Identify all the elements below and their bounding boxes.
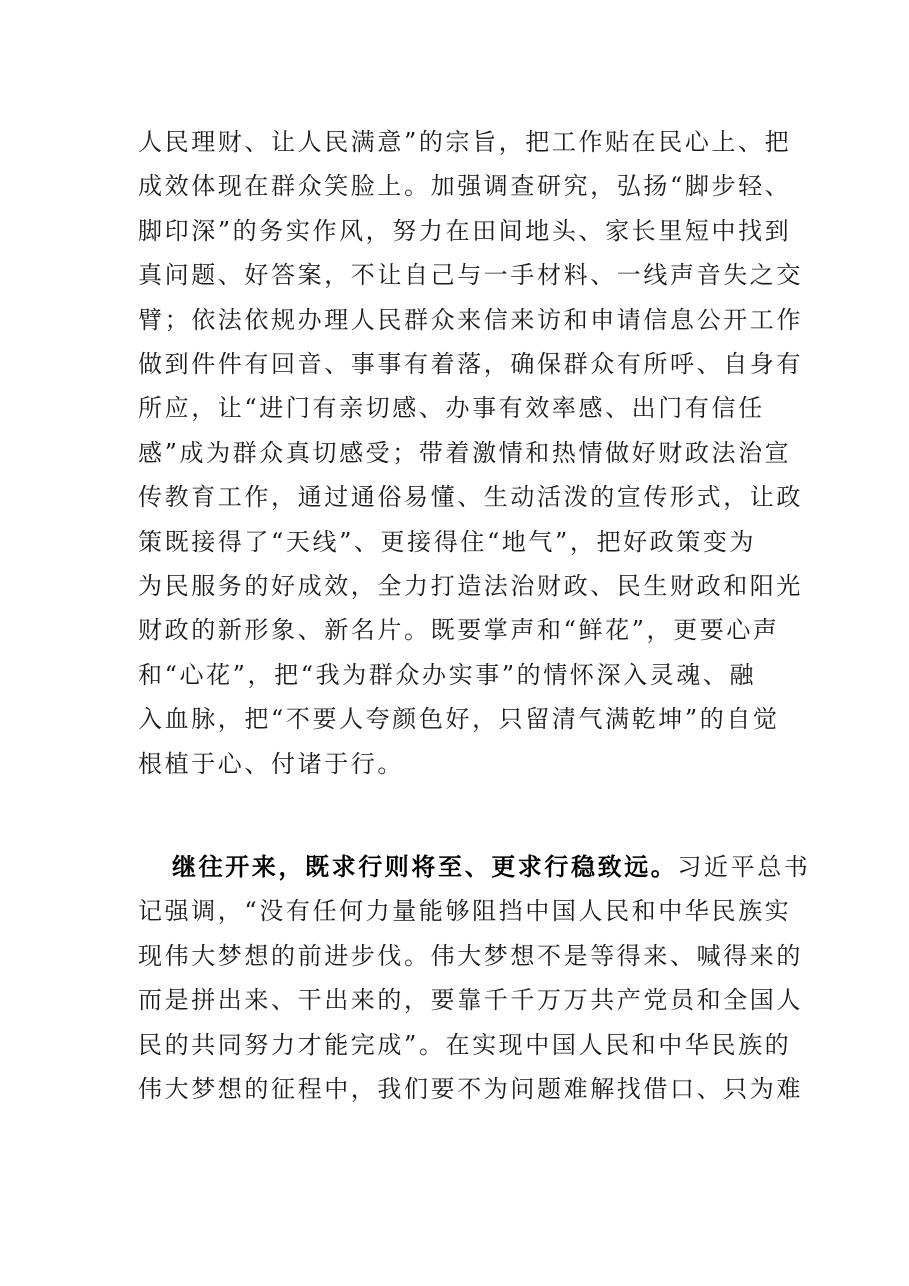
text-line: 人民理财、让人民满意”的宗旨，把工作贴在民心上、把: [138, 128, 792, 156]
text-line: 民的共同努力才能完成”。在实现中国人民和中华民族的: [138, 1030, 792, 1059]
text-line: 成效体现在群众笑脸上。加强调查研究，弘扬“脚步轻、: [138, 172, 792, 201]
text-line: 和“心花”，把“我为群众办实事”的情怀深入灵魂、融: [138, 660, 757, 689]
text-line: 为民服务的好成效，全力打造法治财政、民生财政和阳光: [138, 572, 803, 601]
text-line: 脚印深”的务实作风，努力在田间地头、家长里短中找到: [138, 216, 792, 245]
text-line: 臂；依法依规办理人民群众来信来访和申请信息公开工作: [138, 305, 803, 334]
text-line: 入血脉，把“不要人夸颜色好，只留清气满乾坤”的自觉: [138, 705, 780, 734]
text-line: 财政的新形象、新名片。既要掌声和“鲜花”，更要心声: [138, 616, 780, 645]
paragraph-2: [138, 845, 811, 1111]
text-line: 记强调，“没有任何力量能够阻挡中国人民和中华民族实: [138, 897, 792, 926]
text-line: 真问题、好答案，不让自己与一手材料、一线声音失之交: [138, 261, 803, 290]
text-line: 感”成为群众真切感受；带着激情和热情做好财政法治宣: [138, 438, 792, 467]
text-line: 传教育工作，通过通俗易懂、生动活泼的宣传形式，让政: [138, 483, 803, 512]
text-line: 而是拼出来、干出来的，要靠千千万万共产党员和全国人: [138, 986, 803, 1015]
text-line: 现伟大梦想的前进步伐。伟大梦想不是等得来、喊得来的: [138, 941, 803, 970]
text-line: 做到件件有回音、事事有着落，确保群众有所呼、自身有: [138, 350, 803, 379]
text-line: 伟大梦想的征程中，我们要不为问题难解找借口、只为难: [138, 1075, 803, 1104]
text-line-first: [138, 845, 811, 889]
paragraph-first-line-text: 习近平总书: [677, 853, 811, 881]
paragraph-1: [138, 120, 803, 786]
text-line: 根植于心、付诸于行。: [138, 749, 404, 778]
text-line: 所应，让“进门有亲切感、办事有效率感、出门有信任: [138, 394, 765, 423]
paragraph-lead-heading: 继往开来，既求行则将至、更求行稳致远。: [172, 852, 678, 881]
text-line: 策既接得了“天线”、更接得住“地气”，把好政策变为: [138, 527, 757, 556]
